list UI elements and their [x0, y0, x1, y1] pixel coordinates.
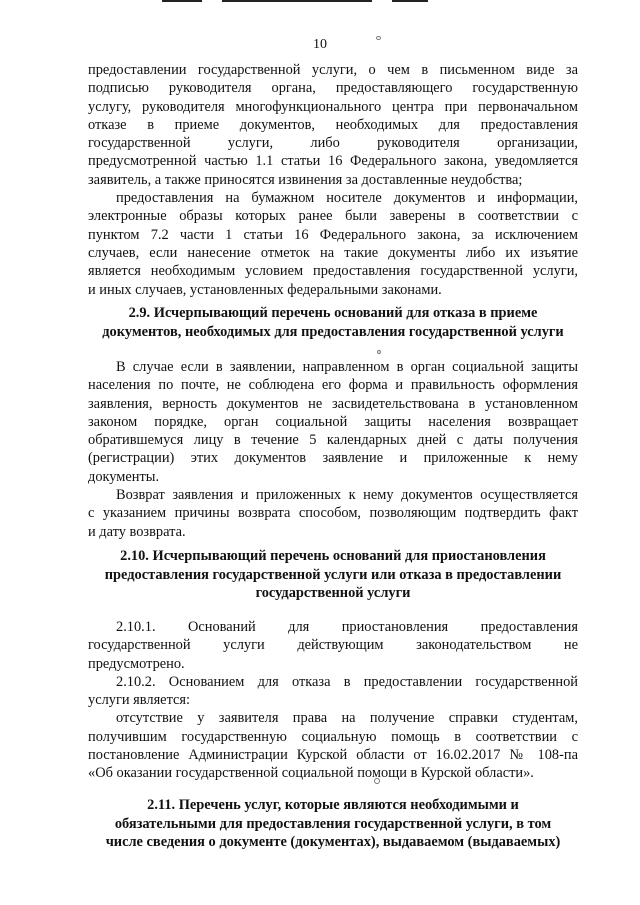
- text-line: 2.10.1. Оснований для приостановления предоставления: [116, 619, 578, 635]
- text-line: государственной услуги действующим законодательством не: [88, 637, 578, 654]
- text-line: отсутствие у заявителя права на получение справки студентам,: [116, 710, 578, 727]
- section-heading-2-10: [88, 547, 578, 603]
- text-line: Возврат заявления и приложенных к нему документов осуществляется: [116, 487, 578, 504]
- heading-line: документов, необходимых для предоставления государственной услуги: [102, 323, 564, 340]
- top-edge-mark: [162, 0, 202, 2]
- text-line: документы.: [88, 468, 160, 485]
- text-line: с указанием причины возврата способом, позволяющим подтвердить факт: [88, 505, 578, 522]
- text-line: предусмотренной частью 1.1 статьи 16 Федерального закона, уведомляется: [88, 153, 578, 170]
- text-line: заявления, верность документов не засвидетельствована в установленном: [88, 395, 578, 412]
- scan-speck: [377, 350, 381, 354]
- top-edge-mark: [222, 0, 372, 2]
- heading-line: обязательными для предоставления государственной услуги, в том: [114, 815, 552, 832]
- section-heading-2-9: [88, 304, 578, 341]
- top-edge-mark: [392, 0, 428, 2]
- text-line: предусмотрено.: [88, 655, 185, 672]
- text-line: постановление Администрации Курской области от 16.02.2017 № 108-па: [88, 747, 578, 764]
- text-line: предоставлении государственной услуги, о чем в письменном виде за: [88, 62, 578, 78]
- text-line: получившим государственную социальную помощь в соответствии с: [88, 728, 578, 745]
- text-line: В случае если в заявлении, направленном в орган социальной защиты: [116, 359, 578, 375]
- text-line: населения по почте, не соблюдена его форма и правильность оформления: [88, 377, 578, 394]
- section-heading-2-11: [88, 796, 578, 852]
- text-line: электронные образы которых ранее были заверены в соответствии с: [88, 208, 578, 225]
- text-line: «Об оказании государственной социальной помощи в Курской области».: [88, 765, 534, 782]
- text-line: услуги является:: [88, 692, 191, 709]
- heading-line: числе сведения о документе (документах), выдаваемом (выдаваемых): [105, 834, 561, 850]
- paragraph-block-1: [88, 61, 578, 299]
- text-line: (регистрации) этих документов заявление и приложенные к нему: [88, 450, 578, 467]
- page-number: 10: [313, 37, 327, 52]
- text-line: подписью руководителя органа, предоставляющего государственную: [88, 80, 578, 97]
- text-line: государственной услуги, либо руководителя организации,: [88, 135, 578, 152]
- text-line: отказе в приеме документов, необходимых для предоставления: [88, 116, 578, 133]
- text-line: и дату возврата.: [88, 523, 186, 540]
- heading-line: предоставления государственной услуги или отказа в предоставлении: [104, 566, 562, 583]
- text-line: и иных случаев, установленных федеральными законами.: [88, 281, 442, 298]
- text-line: является необходимым условием предоставления государственной услуги,: [88, 263, 578, 280]
- paragraph-block-2: [88, 358, 578, 541]
- text-line: предоставления на бумажном носителе документов и информации,: [116, 190, 578, 207]
- text-line: заявитель, а также приносятся извинения за доставленные неудобства;: [88, 171, 523, 188]
- paragraph-block-3: [88, 618, 578, 783]
- heading-line: государственной услуги: [255, 585, 411, 601]
- text-line: обратившемуся лицу в течение 5 календарных дней с даты получения: [88, 432, 578, 449]
- text-line: законом порядке, орган социальной защиты населения возвращает: [88, 413, 578, 430]
- text-line: 2.10.2. Основанием для отказа в предоставлении государственной: [116, 673, 578, 690]
- heading-line: 2.11. Перечень услуг, которые являются необходимыми и: [147, 797, 519, 813]
- text-line: пунктом 7.2 части 1 статьи 16 Федерального закона, за исключением: [88, 226, 578, 243]
- text-line: случаев, если нанесение отметок на такие документы либо их изъятие: [88, 244, 578, 261]
- heading-line: 2.9. Исчерпывающий перечень оснований для отказа в приеме: [128, 305, 538, 321]
- text-line: услугу, руководителя многофункционального центра при первоначальном: [88, 98, 578, 115]
- scan-speck: [376, 36, 381, 40]
- heading-line: 2.10. Исчерпывающий перечень оснований для приостановления: [120, 548, 546, 564]
